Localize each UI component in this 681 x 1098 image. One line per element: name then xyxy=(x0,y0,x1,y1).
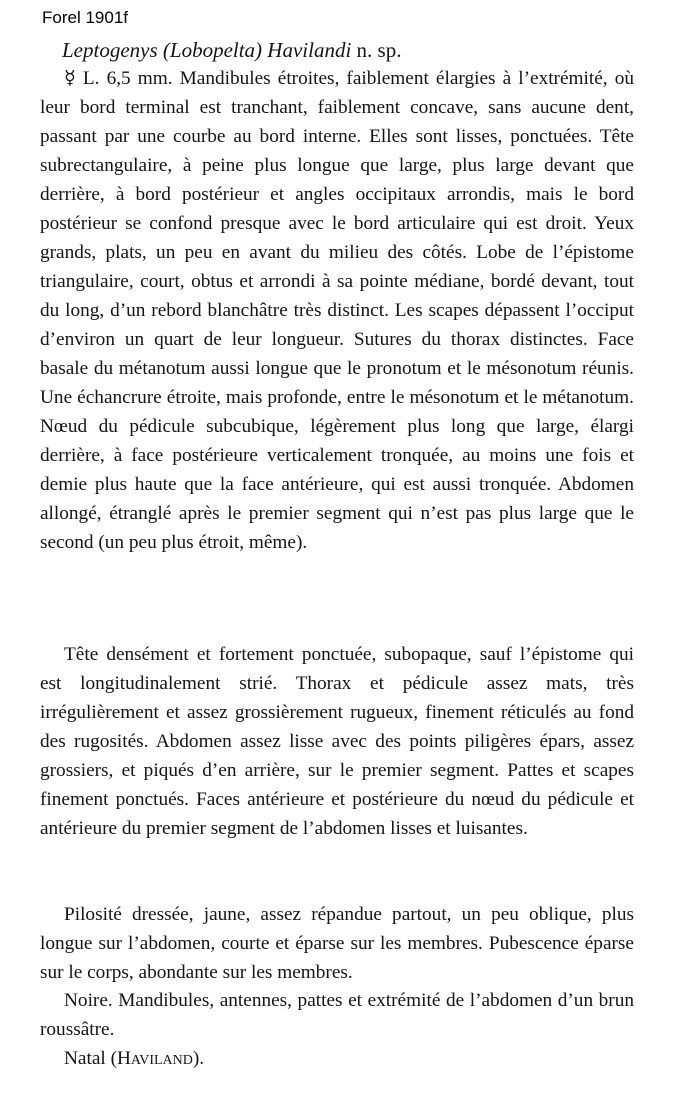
sculpture-paragraph xyxy=(40,640,634,843)
locality-prefix: Natal ( xyxy=(64,1048,117,1069)
paragraph-locality xyxy=(40,1044,634,1073)
citation-label: Forel 1901f xyxy=(42,8,128,27)
collector-name: Haviland xyxy=(117,1048,193,1069)
color-paragraph xyxy=(40,986,634,1044)
paragraph-pilosity: Pilosité dressée, jaune, assez répandue partout, un peu oblique, plus longue sur l’abdomen, courte et éparse sur les membres. Pubescence éparse sur le corps, abondante sur les membres. xyxy=(40,904,634,983)
species-name: Leptogenys (Lobopelta) Havilandi xyxy=(62,38,352,62)
paragraph-morphology: ☿ L. 6,5 mm. Mandibules étroites, faiblement élargies à l’extrémité, où leur bord terminal est tranchant, faiblement concave, sans aucune dent, passant par une courbe au bord interne. Elles sont lisses, ponctuées. Tête subrectangulaire, à peine plus longue que large, plus large devant que derrière, à bord postérieur et angles occipitaux arrondis, mais le bord postérieur se confond presque avec le bord articulaire qui est droit. Yeux grands, plats, un peu en avant du milieu des côtés. Lobe de l’épistome triangulaire, court, obtus et arrondi à sa pointe médiane, bordé devant, tout du long, d’un rebord blanchâtre très distinct. Les scapes dépassent l’occiput d’environ un quart de leur longueur. Sutures du thorax distinctes. Face basale du métanotum aussi longue que le pronotum et le mésonotum réunis. Une échancrure étroite, mais profonde, entre le mésonotum et le métanotum. Nœud du pédicule subcubique, légèrement plus long que large, élargi derrière, à face postérieure verticalement tronquée, au moins une fois et demie plus haute que la face antérieure, qui est aussi tronquée. Abdomen allongé, étranglé après le premier segment qui n’est pas plus large que le second (un peu plus étroit, même). xyxy=(40,68,634,553)
description-paragraph xyxy=(40,64,634,557)
pilosity-paragraph xyxy=(40,900,634,987)
species-title xyxy=(62,38,401,63)
paragraph-color: Noire. Mandibules, antennes, pattes et extrémité de l’abdomen d’un brun roussâtre. xyxy=(40,990,634,1040)
locality-suffix: ). xyxy=(192,1048,205,1069)
locality-paragraph xyxy=(40,1044,634,1073)
species-status: n. sp. xyxy=(351,38,402,62)
paragraph-sculpture: Tête densément et fortement ponctuée, subopaque, sauf l’épistome qui est longitudinalement strié. Thorax et pédicule assez mats, très irrégulièrement et assez grossièrement rugueux, finement réticulés au fond des rugosités. Abdomen assez lisse avec des points piligères épars, assez grossiers, et piqués d’en arrière, sur le premier segment. Pattes et scapes finement ponctués. Faces antérieure et postérieure du nœud du pédicule et antérieure du premier segment de l’abdomen lisses et luisantes. xyxy=(40,644,634,839)
